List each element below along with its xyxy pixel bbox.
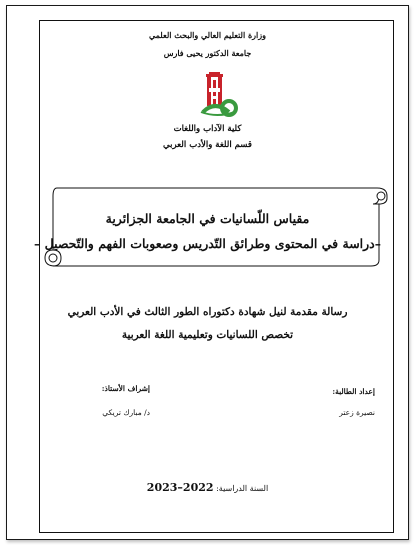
academic-year-value: 2022–2023 <box>146 481 214 494</box>
thesis-subtitle: –دراسة في المحتوى وطرائق التّدريس وصعوبات الفهم والتّحصيل – <box>34 236 381 251</box>
faculty-name: كلية الآداب واللغات <box>173 124 242 134</box>
ministry-name: وزارة التعليم العالي والبحث العلمي <box>149 30 266 40</box>
preparer-name: نصيرة زعتر <box>339 408 375 417</box>
thesis-title: مقياس اللّسانيات في الجامعة الجزائرية <box>105 211 310 226</box>
university-name: جامعة الدكتور يحيى فارس <box>163 48 252 58</box>
university-logo-icon <box>197 72 241 118</box>
thesis-description: رسالة مقدمة لنيل شهادة دكتوراه الطور الثالث في الأدب العربي <box>67 306 348 318</box>
academic-year-label: السنة الدراسية: <box>216 484 269 493</box>
academic-year <box>7 481 408 494</box>
department-name: قسم اللغة والأدب العربي <box>163 140 252 150</box>
supervisor-label: إشراف الأستاذ: <box>101 384 150 393</box>
preparer-label: إعداد الطالبة: <box>332 387 375 396</box>
supervisor-name: د/ مبارك تريكي <box>102 408 150 417</box>
title-scroll-banner <box>43 182 389 272</box>
thesis-specialty: تخصص اللسانيات وتعليمية اللغة العربية <box>121 329 294 341</box>
page-frame <box>6 5 409 540</box>
